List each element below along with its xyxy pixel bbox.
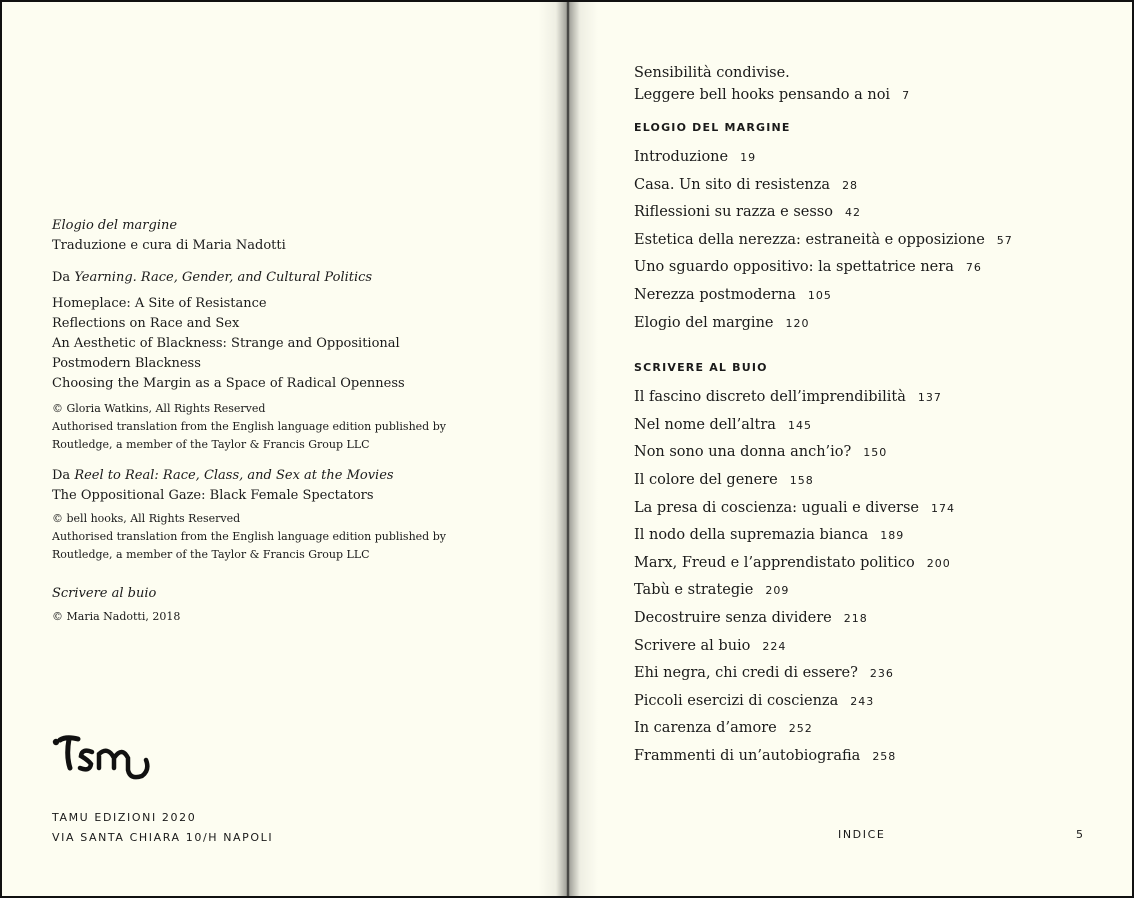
credit-essay: An Aesthetic of Blackness: Strange and Oppositional: [52, 336, 400, 351]
toc-entry: [634, 439, 1114, 467]
toc-entry: [634, 412, 1114, 440]
credit-block-elogio: [52, 216, 492, 256]
toc-title: Ehi negra, chi credi di essere?: [634, 665, 858, 682]
credit-block-reel: [52, 466, 492, 564]
toc-page: 145: [787, 418, 812, 432]
toc-page: 7: [902, 89, 911, 102]
toc-entry: [634, 743, 1114, 771]
left-page: [2, 2, 568, 896]
toc-title: Elogio del margine: [634, 314, 774, 331]
toc-page: 174: [930, 501, 955, 515]
toc-entry: [634, 550, 1114, 578]
toc-title: Piccoli esercizi di coscienza: [634, 692, 839, 709]
credit-copyright: © bell hooks, All Rights Reserved: [52, 512, 241, 525]
toc-entry: [634, 688, 1114, 716]
toc-page: 120: [785, 316, 810, 330]
toc-page: 252: [788, 722, 813, 736]
toc-title: Tabù e strategie: [634, 582, 754, 599]
credit-essay: Postmodern Blackness: [52, 356, 201, 371]
toc-entry: [634, 199, 1114, 227]
toc-page: 105: [807, 288, 832, 302]
running-footer: INDICE: [838, 828, 886, 841]
credit-copyright: Authorised translation from the English language edition published by: [52, 420, 446, 433]
section-heading: ELOGIO DEL MARGINE: [634, 121, 791, 134]
toc-entry: [634, 172, 1114, 200]
toc-entry: [634, 605, 1114, 633]
section-list: [634, 384, 1114, 770]
toc-entry: [634, 282, 1114, 310]
toc-title: Nerezza postmoderna: [634, 286, 796, 303]
toc-title: Nel nome dell’altra: [634, 416, 776, 433]
publisher-address: VIA SANTA CHIARA 10/H NAPOLI: [52, 831, 274, 844]
credit-source: Da Yearning. Race, Gender, and Cultural Politics: [52, 270, 373, 285]
toc-entry: [634, 310, 1114, 338]
toc-page: 243: [850, 694, 875, 708]
toc-title: Estetica della nerezza: estraneità e opposizione: [634, 231, 985, 248]
tamu-logo-icon: [52, 730, 152, 790]
credit-source: Da Reel to Real: Race, Class, and Sex at the Movies: [52, 468, 394, 483]
toc-entry: [634, 633, 1114, 661]
toc-entry: [634, 495, 1114, 523]
credit-copyright: © Maria Nadotti, 2018: [52, 610, 181, 623]
toc-entry: [634, 144, 1114, 172]
toc-entry: [634, 254, 1114, 282]
right-page: [568, 2, 1132, 896]
toc-page: 150: [863, 446, 888, 460]
credit-block-scrivere: [52, 584, 492, 626]
toc-page: 236: [869, 667, 894, 681]
credit-essay: Homeplace: A Site of Resistance: [52, 296, 267, 311]
credit-subtitle: Traduzione e cura di Maria Nadotti: [52, 238, 286, 253]
credit-copyright: Routledge, a member of the Taylor & Francis Group LLC: [52, 548, 370, 561]
toc-page: 19: [740, 151, 757, 164]
toc-title: Marx, Freud e l’apprendistato politico: [634, 554, 915, 571]
toc-title: Il fascino discreto dell’imprendibilità: [634, 389, 906, 406]
toc-page: 200: [926, 556, 951, 570]
credit-title: Elogio del margine: [52, 218, 178, 233]
credit-copyright: Authorised translation from the English language edition published by: [52, 530, 446, 543]
toc-entry: [634, 384, 1114, 412]
toc-page: 218: [843, 611, 868, 625]
toc-page: 189: [880, 529, 905, 543]
toc-title: Non sono una donna anch’io?: [634, 444, 852, 461]
section-list: [634, 144, 1114, 337]
toc-page: 28: [842, 178, 859, 192]
toc-title: Introduzione: [634, 149, 729, 165]
toc-title: In carenza d’amore: [634, 720, 777, 737]
toc-entry: [634, 227, 1114, 255]
toc-title: Uno sguardo oppositivo: la spettatrice nera: [634, 259, 954, 276]
toc-page: 158: [789, 473, 814, 487]
toc-page: 224: [762, 639, 787, 653]
toc-entry: [634, 577, 1114, 605]
toc-title: La presa di coscienza: uguali e diverse: [634, 499, 919, 516]
toc-title: Riflessioni su razza e sesso: [634, 204, 833, 221]
credits: [52, 216, 492, 638]
toc-page: 137: [917, 391, 942, 405]
publisher-info: [52, 808, 273, 848]
publisher-name: TAMU EDIZIONI 2020: [52, 811, 197, 824]
section-heading: SCRIVERE AL BUIO: [634, 361, 768, 375]
toc-title: Il nodo della supremazia bianca: [634, 527, 869, 544]
toc-title: Scrivere al buio: [634, 637, 751, 654]
toc-page: 42: [844, 206, 861, 220]
toc-entry: [634, 522, 1114, 550]
credit-essay: The Oppositional Gaze: Black Female Spectators: [52, 488, 374, 503]
toc-page: 258: [872, 749, 897, 763]
credit-title: Scrivere al buio: [52, 586, 157, 601]
toc-title: Decostruire senza dividere: [634, 609, 832, 626]
toc-page: 57: [996, 233, 1013, 247]
toc-title: Il colore del genere: [634, 471, 778, 488]
credit-copyright: © Gloria Watkins, All Rights Reserved: [52, 402, 266, 415]
toc-title: Frammenti di un’autobiografia: [634, 747, 861, 764]
credit-essay: Choosing the Margin as a Space of Radical Openness: [52, 376, 405, 391]
credit-essay: Reflections on Race and Sex: [52, 316, 240, 331]
toc-page: 76: [965, 261, 982, 275]
toc-entry: [634, 715, 1114, 743]
toc-page: 209: [765, 584, 790, 598]
toc-title: Casa. Un sito di resistenza: [634, 176, 831, 193]
toc-entry: [634, 660, 1114, 688]
toc-intro-line2: Leggere bell hooks pensando a noi 7: [634, 87, 911, 103]
credit-block-yearning: [52, 268, 492, 454]
toc-entry: [634, 467, 1114, 495]
page-number: 5: [1076, 828, 1084, 841]
toc-intro-line1: Sensibilità condivise.: [634, 65, 790, 81]
credit-copyright: Routledge, a member of the Taylor & Francis Group LLC: [52, 438, 370, 451]
table-of-contents: [634, 62, 1114, 770]
